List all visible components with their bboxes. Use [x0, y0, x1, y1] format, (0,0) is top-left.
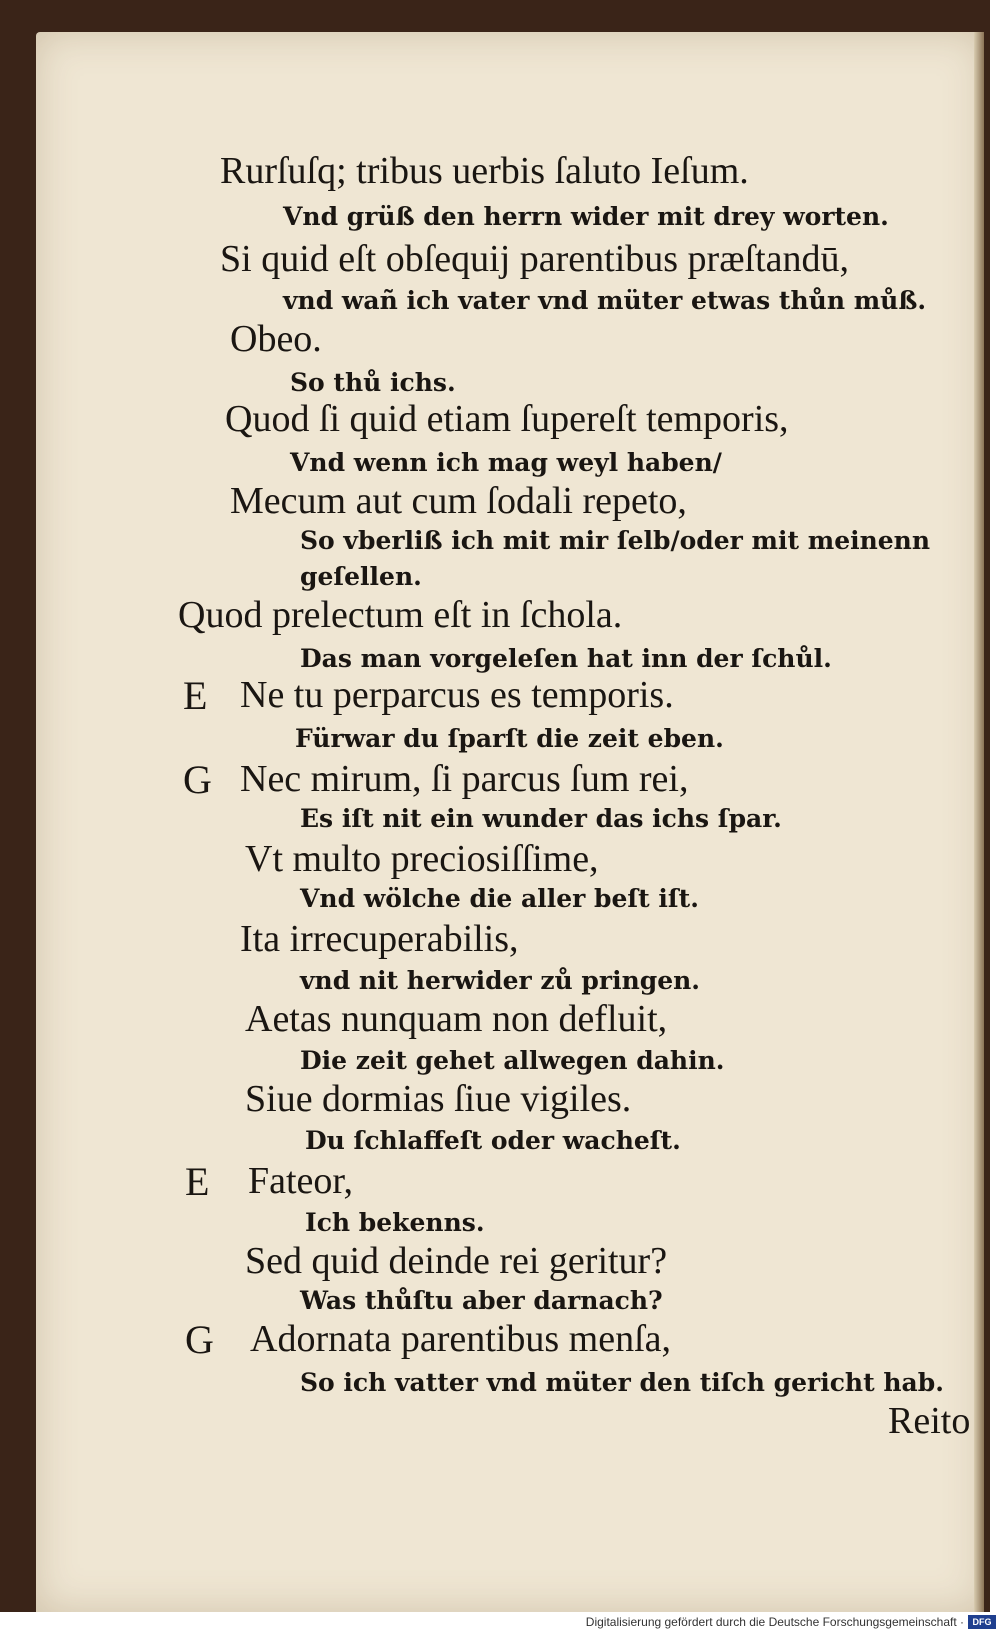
latin-text-line: Si quid eſt obſequij parentibus præſtandū, [220, 238, 850, 280]
latin-text-line: Reito [888, 1400, 971, 1442]
page-spine-edge [974, 32, 984, 1612]
latin-text-line: Quod prelectum eſt in ſchola. [178, 594, 623, 636]
latin-text-line: Vt multo preciosiſſime, [245, 838, 599, 880]
german-gloss-line: So ich vatter vnd müter den tiſch gericht hab. [300, 1368, 944, 1397]
latin-text-line: Ita irrecuperabilis, [240, 918, 519, 960]
german-gloss-line: So vberliß ich mit mir ſelb/oder mit meinenn [300, 526, 931, 555]
latin-text-line: Obeo. [230, 318, 322, 360]
german-gloss-line: So thů ichs. [290, 368, 456, 397]
latin-text-line: Adornata parentibus menſa, [250, 1318, 672, 1360]
dfg-logo: DFG [968, 1615, 996, 1629]
latin-text-line: Sed quid deinde rei geritur? [245, 1240, 668, 1282]
speaker-marker: E [183, 673, 208, 718]
german-gloss-line: Vnd wölche die aller beſt iſt. [300, 884, 699, 913]
german-gloss-line: geſellen. [300, 562, 422, 591]
german-gloss-line: Du ſchlaffeſt oder wacheſt. [305, 1126, 681, 1155]
german-gloss-line: Die zeit gehet allwegen dahin. [300, 1046, 725, 1075]
latin-text-line: Rurſuſq; tribus uerbis ſaluto Ieſum. [220, 150, 749, 192]
german-gloss-line: Ich bekenns. [305, 1208, 485, 1237]
german-gloss-line: vnd nit herwider zů pringen. [300, 966, 701, 995]
latin-text-line: Siue dormias ſiue vigiles. [245, 1078, 632, 1120]
german-gloss-line: Fürwar du ſparſt die zeit eben. [295, 724, 724, 753]
latin-text-line: Fateor, [248, 1160, 354, 1202]
latin-text-line: Mecum aut cum ſodali repeto, [230, 480, 687, 522]
footer-bar [0, 1612, 1000, 1633]
german-gloss-line: Vnd grüß den herrn wider mit drey worten. [283, 202, 889, 231]
latin-text-line: Ne tu perparcus es temporis. [240, 674, 674, 716]
german-gloss-line: Vnd wenn ich mag weyl haben/ [290, 448, 722, 477]
latin-text-line: Quod ſi quid etiam ſupereſt temporis, [225, 398, 789, 440]
german-gloss-line: vnd wañ ich vater vnd müter etwas thůn můß. [283, 286, 927, 315]
speaker-marker: G [185, 1317, 214, 1362]
speaker-marker: G [183, 757, 212, 802]
speaker-marker: E [185, 1159, 210, 1204]
german-gloss-line: Das man vorgeleſen hat inn der ſchůl. [300, 644, 832, 673]
latin-text-line: Nec mirum, ſi parcus ſum rei, [240, 758, 689, 800]
german-gloss-line: Was thůſtu aber darnach? [300, 1286, 663, 1315]
german-gloss-line: Es iſt nit ein wunder das ichs ſpar. [300, 804, 782, 833]
funding-credit: Digitalisierung gefördert durch die Deutsche Forschungsgemeinschaft · [585, 1615, 964, 1629]
latin-text-line: Aetas nunquam non defluit, [245, 998, 668, 1040]
